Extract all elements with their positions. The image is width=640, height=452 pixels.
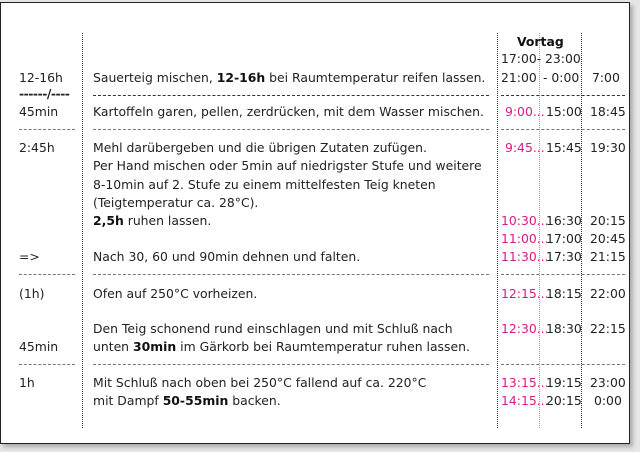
separator-main: [93, 274, 489, 275]
separator-left: [19, 364, 75, 365]
time-alt: 21:15: [590, 249, 626, 264]
duration-ofen: (1h): [19, 286, 45, 301]
separator-left: [19, 129, 75, 130]
separator-main: [93, 364, 489, 365]
separator-times: [501, 129, 625, 130]
duration-falten: =>: [19, 249, 40, 264]
column-divider-times: [497, 33, 498, 428]
time-alt: 19:30: [590, 140, 626, 155]
separator-main: [93, 129, 489, 130]
time-vortag: 18:30: [546, 321, 582, 336]
step-teig-line1: Mehl darübergeben und die übrigen Zutaten zufügen.: [93, 140, 427, 155]
recipe-schedule-page: [0, 2, 630, 444]
time-alt: 20:45: [590, 231, 626, 246]
time-start: 14:15...: [501, 393, 549, 408]
time-vortag: 17:30: [546, 249, 582, 264]
time-vortag: 15:45: [546, 140, 582, 155]
header-col1-top: 17:00-: [501, 51, 542, 66]
time-vortag: 20:15: [546, 393, 582, 408]
time-vortag: 18:15: [546, 286, 582, 301]
header-col3: 7:00: [592, 70, 620, 85]
column-divider-left: [82, 33, 83, 428]
header-col2-top: 23:00: [545, 51, 581, 66]
separator-times: [501, 274, 625, 275]
step-sauerteig: Sauerteig mischen, 12-16h bei Raumtemperatur reifen lassen.: [93, 70, 486, 85]
step-teig-line3: 8-10min auf 2. Stufe zu einem mittelfesten Teig kneten: [93, 177, 436, 192]
time-start: 12:30...: [501, 321, 549, 336]
time-alt: 0:00: [594, 393, 622, 408]
step-teig-line4: (Teigtemperatur ca. 28°C).: [93, 195, 259, 210]
duration-teig: 2:45h: [19, 140, 55, 155]
separator-times: [501, 364, 625, 365]
time-start: 11:00...: [501, 231, 549, 246]
separator-left: [19, 274, 75, 275]
step-teig-line2: Per Hand mischen oder 5min auf niedrigster Stufe und weitere: [93, 158, 482, 173]
time-start: 9:00...: [505, 104, 545, 119]
time-alt: 20:15: [590, 213, 626, 228]
step-ofen: Ofen auf 250°C vorheizen.: [93, 286, 258, 301]
time-start: 10:30...: [501, 213, 549, 228]
step-gaerkorb-line1: Den Teig schonend rund einschlagen und mit Schluß nach: [93, 321, 453, 336]
time-alt: 22:00: [590, 286, 626, 301]
time-start: 12:15...: [501, 286, 549, 301]
time-vortag: 15:00: [546, 104, 582, 119]
step-kartoffeln: Kartoffeln garen, pellen, zerdrücken, mit dem Wasser mischen.: [93, 104, 484, 119]
step-falten: Nach 30, 60 und 90min dehnen und falten.: [93, 249, 361, 264]
time-alt: 22:15: [590, 321, 626, 336]
duration-kartoffeln: 45min: [19, 104, 59, 119]
separator-main: [93, 95, 489, 96]
time-alt: 23:00: [590, 375, 626, 390]
separator-times: [501, 95, 625, 96]
duration-sauerteig: 12-16h: [19, 70, 63, 85]
step-backen-line1: Mit Schluß nach oben bei 250°C fallend auf ca. 220°C: [93, 375, 427, 390]
time-start: 11:30...: [501, 249, 549, 264]
header-col1-bottom: 21:00: [501, 70, 537, 85]
step-backen-line2: mit Dampf 50-55min backen.: [93, 393, 281, 408]
time-start: 9:45...: [505, 140, 545, 155]
vortag-heading: Vortag: [517, 34, 564, 49]
time-vortag: 16:30: [546, 213, 582, 228]
time-vortag: 19:15: [546, 375, 582, 390]
step-ruhen: 2,5h ruhen lassen.: [93, 213, 212, 228]
time-vortag: 17:00: [546, 231, 582, 246]
header-col2-bottom: - 0:00: [543, 70, 580, 85]
time-alt: 18:45: [590, 104, 626, 119]
duration-backen: 1h: [19, 375, 35, 390]
step-gaerkorb-line2: unten 30min im Gärkorb bei Raumtemperatur ruhen lassen.: [93, 339, 470, 354]
duration-gaerkorb: 45min: [19, 339, 59, 354]
separator-left: ------/----: [19, 86, 70, 101]
time-start: 13:15...: [501, 375, 549, 390]
